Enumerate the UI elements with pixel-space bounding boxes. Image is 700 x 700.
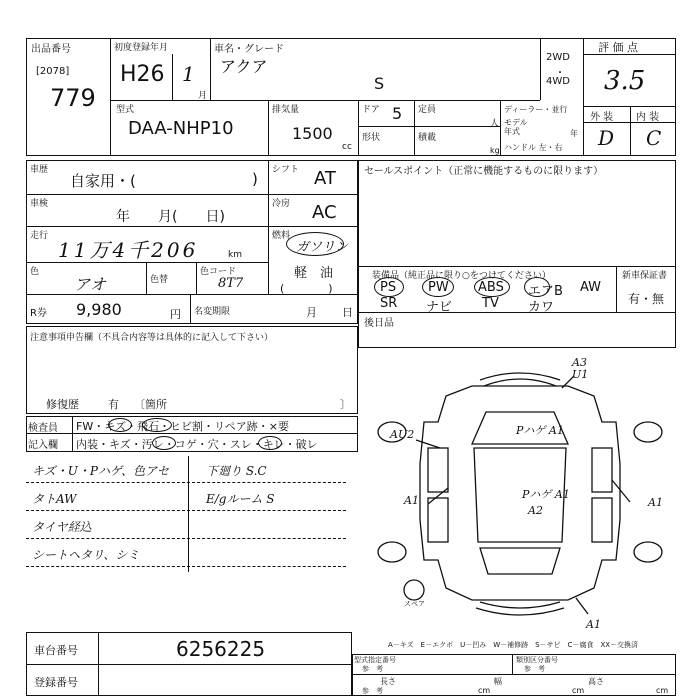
mark-left-a1: A1: [404, 494, 419, 507]
capacity-unit: 人: [490, 119, 500, 129]
lot-number-label: 出品番号: [31, 44, 71, 55]
divider: [583, 38, 584, 156]
equipment-leather: カワ: [528, 300, 555, 315]
circle-abs: [474, 277, 510, 297]
divider: [616, 266, 617, 312]
divider: [110, 38, 111, 156]
chassis-number: 6256225: [176, 637, 266, 661]
divider: [512, 654, 513, 674]
spare-label: スペア: [404, 600, 425, 608]
exterior-grade: D: [598, 126, 615, 150]
divider: [196, 262, 197, 294]
color-value: アオ: [74, 275, 106, 294]
divider: [358, 266, 676, 267]
mark-u1: U1: [572, 368, 589, 381]
car-damage-diagram: [362, 352, 678, 632]
top-section-frame: [26, 38, 676, 156]
divider: [500, 100, 501, 156]
model-code: DAA-NHP10: [128, 118, 234, 139]
equipment-abs: ABS: [478, 280, 504, 295]
damage-legend: A－キズ E－エクボ U－凹み W－補修跡 S－サビ C－腐食 XX－交換済: [388, 641, 639, 649]
fuel-paren: ( ): [280, 282, 333, 295]
note-right-2: E/gルーム S: [206, 492, 275, 506]
divider: [190, 294, 191, 324]
fuel-alt: 軽 油: [294, 266, 334, 281]
capacity-label: 定員: [418, 105, 437, 115]
mark-a3: A3: [572, 356, 587, 369]
divider: [358, 126, 500, 127]
mark-bottom-a1: A1: [586, 618, 601, 631]
new-car-warranty-value: 有・無: [628, 292, 665, 306]
record-label: 記入欄: [28, 440, 58, 451]
mark-body-a2: A2: [528, 504, 543, 517]
circle-pw: [422, 277, 454, 297]
era-year: H26: [120, 62, 165, 87]
note-left-4: シートヘタリ、シミ: [32, 548, 140, 562]
divider: [26, 194, 358, 195]
equipment-label: 装備品（純正品に限り○をつけてください）: [372, 271, 551, 281]
type-designation-label: 型式指定番号: [354, 656, 396, 664]
divider: [630, 106, 631, 156]
circle-ps: [374, 277, 404, 297]
divider: [26, 226, 358, 227]
doors: 5: [392, 104, 403, 123]
mileage-value: 11万4千206: [58, 238, 199, 262]
mark-au2: AU2: [390, 428, 415, 441]
height-label: 高さ: [588, 677, 604, 686]
interior-grade: C: [646, 126, 662, 150]
recycle-value: 9,980: [76, 300, 122, 319]
divider: [172, 54, 173, 100]
shift-label: シフト: [272, 165, 300, 175]
interior-label: 内 装: [636, 112, 660, 123]
divider: [110, 100, 540, 101]
divider: [268, 100, 269, 156]
chassis-label: 車台番号: [34, 644, 78, 657]
registration-month: 1: [182, 62, 195, 86]
new-car-warranty-label: 新車保証書: [622, 271, 668, 281]
equipment-tv: TV: [482, 296, 499, 311]
width-unit: cm: [572, 686, 585, 695]
first-registration-label: 初度登録年月: [114, 43, 169, 53]
divider: [352, 674, 676, 675]
circle-airbag: [524, 277, 550, 297]
drive-2wd: 2WD: [546, 52, 570, 63]
mileage-label: 走行: [30, 231, 49, 241]
year-unit: 年: [570, 129, 578, 138]
inspection-label: 車検: [30, 199, 49, 209]
car-name: アクア: [220, 57, 268, 76]
displacement: 1500: [292, 124, 333, 143]
model-year-label: モデル 年式: [504, 118, 528, 136]
note-left-1: キズ・U・Pハゲ、色アセ: [32, 464, 169, 478]
validity-month: 月: [306, 306, 317, 319]
note-left-2: タトAW: [32, 492, 77, 506]
equipment-pw: PW: [428, 280, 449, 295]
dealer-label: ディーラー・並行: [504, 105, 568, 114]
repair-spot-label: 〔箇所: [134, 398, 167, 411]
month-unit: 月: [198, 91, 208, 101]
car-name-label: 車名・グレード: [214, 44, 284, 55]
model-label: 型式: [116, 105, 135, 115]
height-unit: cm: [656, 686, 669, 695]
recycle-unit: 円: [170, 308, 181, 321]
grade: S: [374, 74, 385, 93]
repair-close: 〕: [340, 398, 351, 411]
score-label: 評 価 点: [598, 41, 638, 54]
history-value: 自家用・(: [70, 172, 136, 190]
notes-label: 注意事項申告欄（不具合内容等は具体的に記入して下さい）: [30, 333, 274, 343]
equipment-ps: PS: [380, 280, 397, 295]
repair-label: 修復歴: [46, 398, 79, 411]
category-label: 類別区分番号: [516, 656, 558, 664]
drive-dot: ・: [555, 68, 565, 79]
shift-value: AT: [314, 168, 336, 189]
color-change-label: 色替: [150, 275, 169, 285]
inspector-label: 検査員: [28, 423, 58, 434]
repair-value: 有: [108, 398, 119, 411]
sales-point-label: セールスポイント（正常に機能するものに限ります）: [364, 166, 604, 177]
handwritten-area: [26, 456, 358, 572]
dimensions-frame: [352, 654, 676, 696]
fuel-value: ガソリン: [296, 240, 349, 255]
displacement-unit: cc: [342, 142, 352, 152]
fuel-label: 燃料: [272, 231, 291, 241]
doors-label: ドア: [362, 105, 380, 115]
score: 3.5: [604, 66, 646, 96]
displacement-label: 排気量: [272, 105, 300, 115]
note-left-3: タイヤ経込: [32, 520, 92, 534]
type-reference-label: 参 考: [362, 665, 383, 673]
divider: [583, 106, 676, 107]
circle-stone: [142, 418, 172, 432]
color-code-value: 8T7: [218, 276, 244, 291]
check-row-1: FW・キズ・飛石・ヒビ割・リペア跡・×要: [76, 420, 289, 433]
divider: [358, 312, 676, 313]
note-right-1: 下廻り S.C: [206, 464, 267, 478]
mark-right-a1: A1: [648, 496, 663, 509]
history-label: 車歴: [30, 165, 49, 175]
length-unit: cm: [478, 686, 491, 695]
color-label: 色: [30, 267, 40, 277]
equipment-aw: AW: [580, 280, 602, 295]
equipment-sr: SR: [380, 296, 398, 311]
divider: [210, 38, 211, 100]
divider: [98, 632, 99, 696]
check-row-2: 内装・キズ・汚レ・コゲ・穴・スレ・キレ・破レ: [76, 438, 318, 451]
loading-unit: kg: [490, 146, 500, 155]
validity-label: 名変期限: [194, 307, 231, 317]
handle-label: ハンドル 左・右: [504, 143, 563, 152]
divider: [268, 160, 269, 294]
divider: [72, 416, 73, 452]
fuel-circle: [286, 232, 344, 256]
drive-4wd: 4WD: [546, 76, 570, 87]
aircon-label: 冷房: [272, 199, 291, 209]
mark-body-peel: Pハゲ A1: [522, 488, 570, 501]
validity-day: 日: [342, 306, 353, 319]
divider: [26, 664, 352, 665]
history-close: ): [252, 170, 258, 188]
lot-number: 779: [50, 84, 96, 112]
divider: [540, 38, 541, 100]
width-label: 幅: [494, 677, 502, 686]
divider: [414, 100, 415, 156]
divider: [146, 262, 147, 294]
divider: [358, 100, 359, 156]
mileage-unit: km: [228, 250, 242, 260]
lot-code: [2078]: [36, 66, 70, 77]
aftermarket-label: 後日品: [364, 318, 394, 329]
exterior-label: 外 装: [590, 112, 614, 123]
circle-stain: [152, 436, 176, 450]
mark-roof: Pハゲ A1: [516, 424, 564, 437]
length-label: 長さ: [380, 677, 396, 686]
aircon-value: AC: [312, 202, 337, 223]
circle-scratch: [108, 418, 132, 432]
recycle-label: R券: [30, 308, 47, 319]
circle-worn: [258, 436, 282, 450]
loading-label: 積載: [418, 133, 437, 143]
color-code-label: 色コード: [200, 267, 237, 277]
inspection-value: 年 月( 日): [116, 209, 225, 225]
category-reference-label: 参 考: [524, 665, 545, 673]
equipment-row-2: [368, 296, 616, 315]
dimension-reference-label: 参 考: [362, 687, 383, 695]
sales-point-frame: [358, 160, 676, 348]
shape-label: 形状: [362, 133, 381, 143]
equipment-airbag: エアB: [528, 284, 563, 299]
registration-label: 登録番号: [34, 676, 78, 689]
equipment-navi: ナビ: [426, 300, 453, 315]
